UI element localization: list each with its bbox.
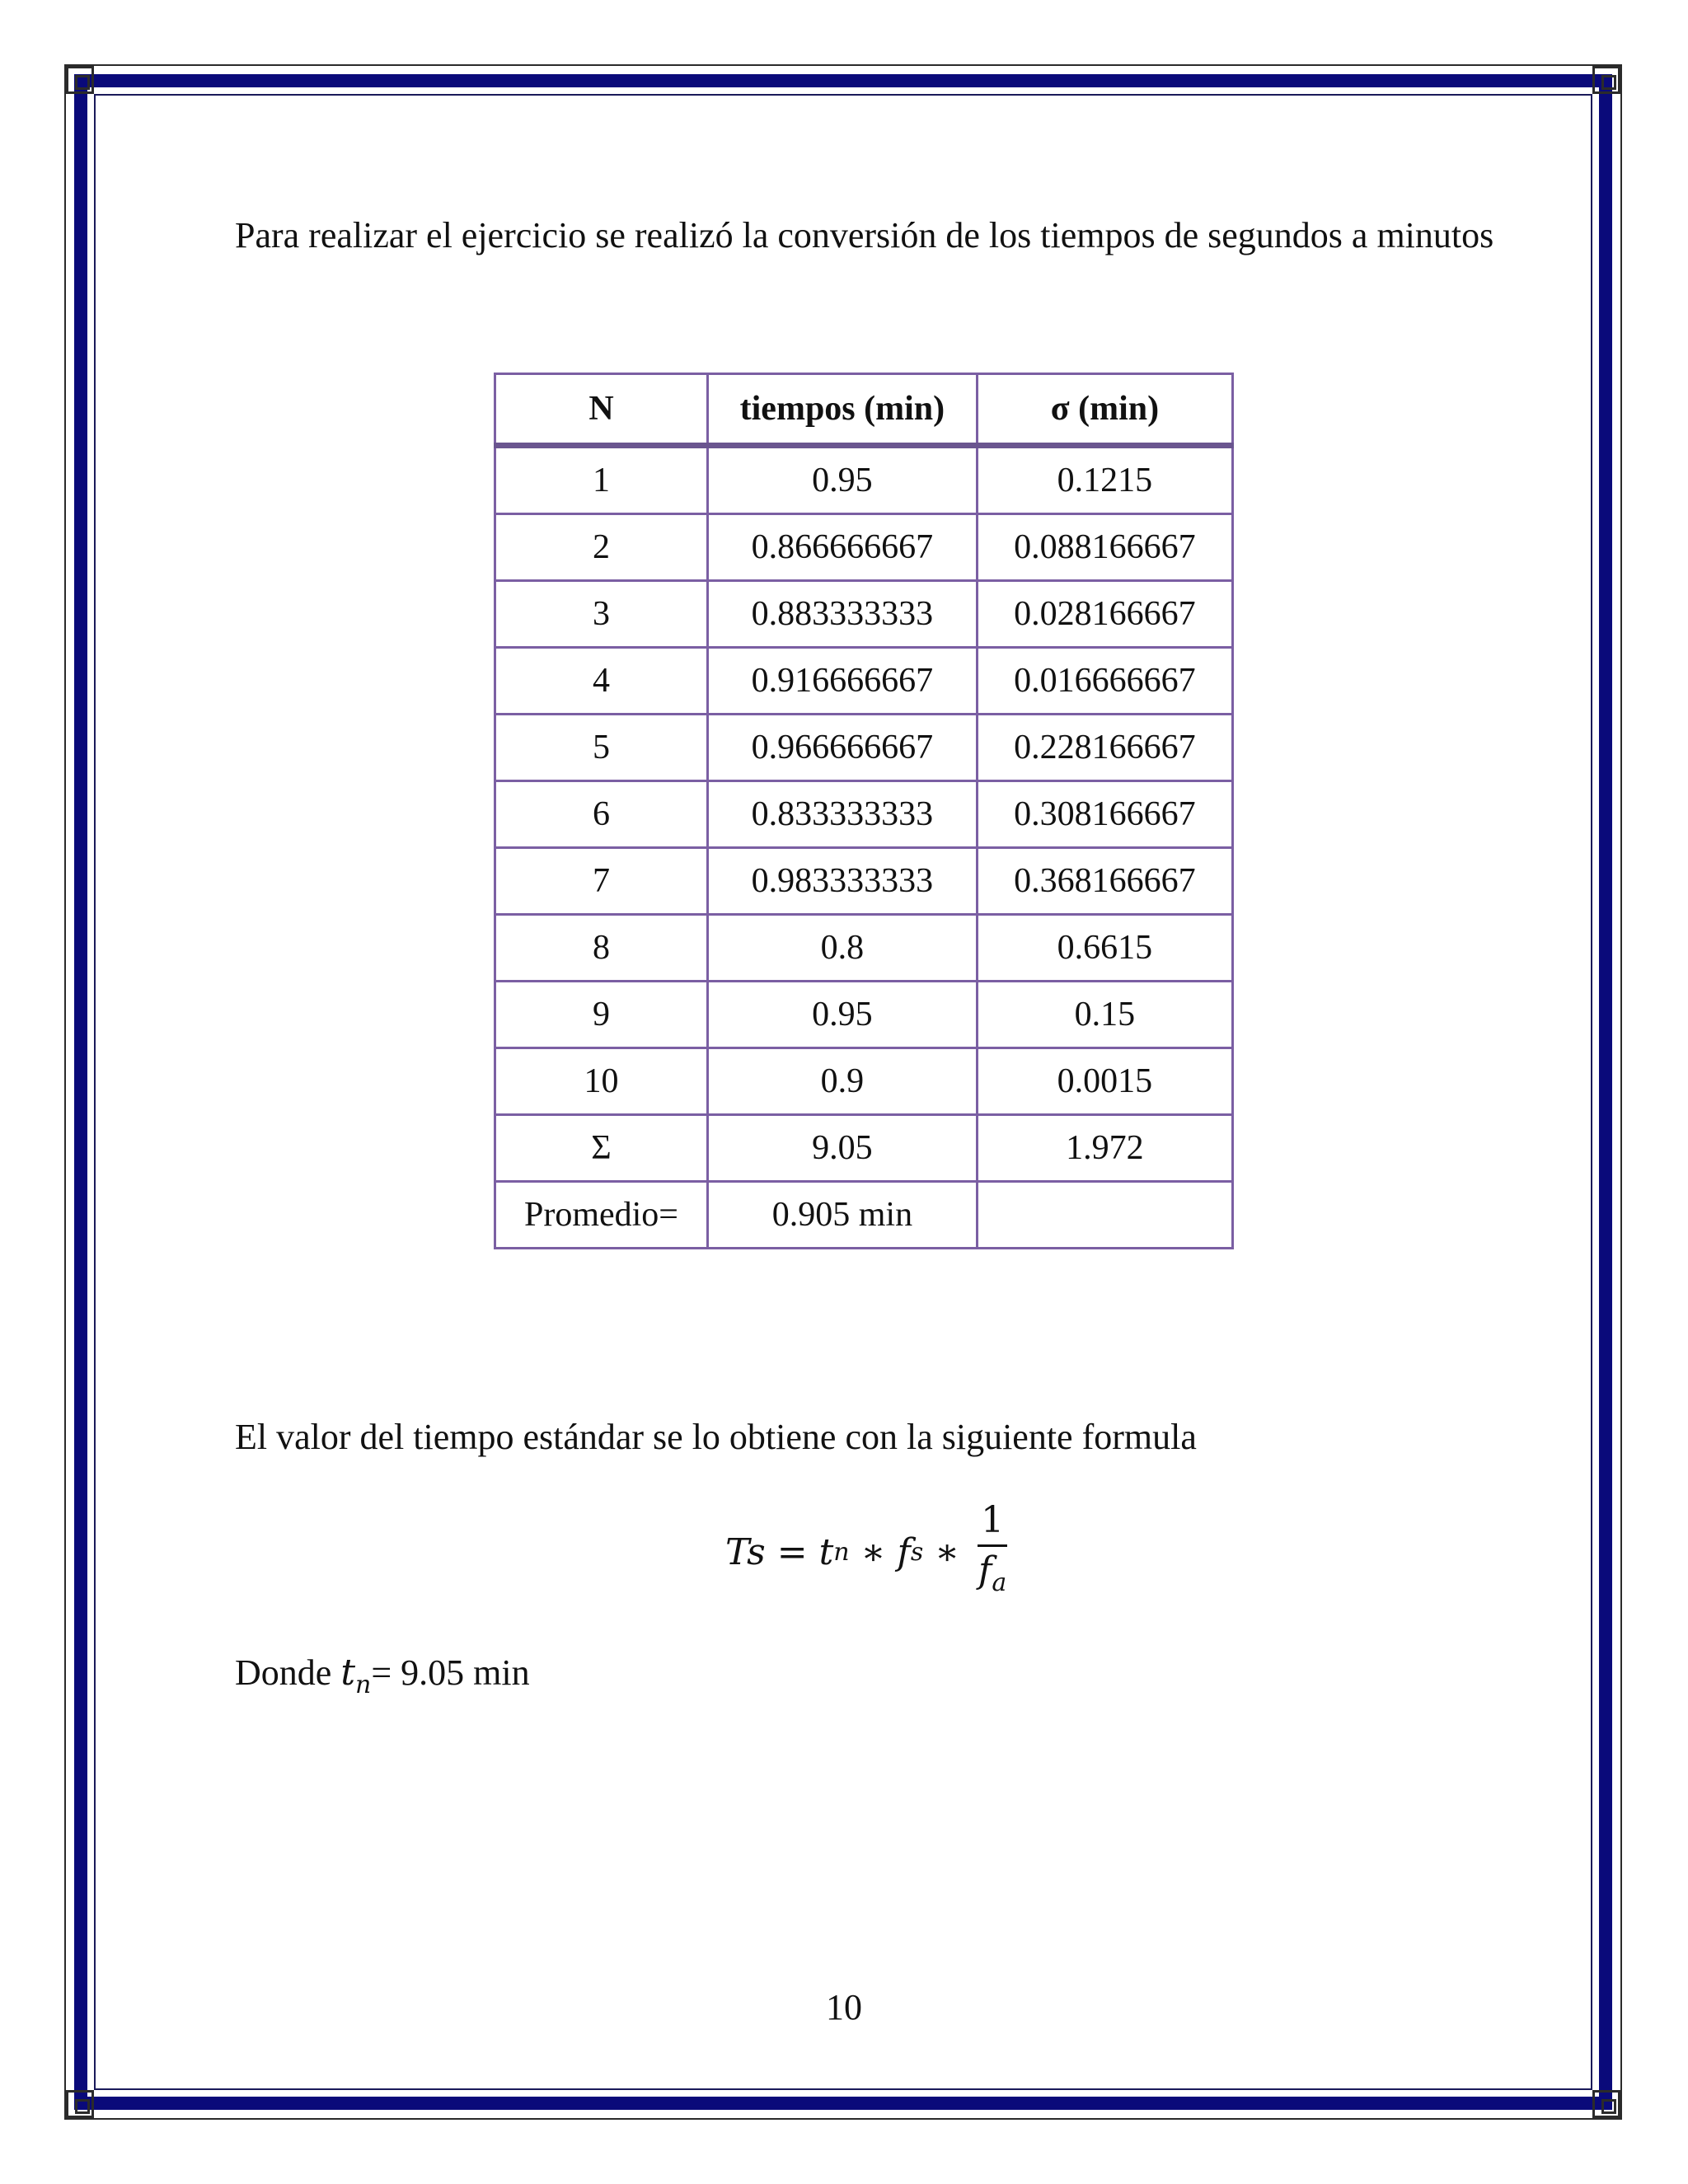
formula-times-2: ∗ bbox=[935, 1530, 960, 1573]
cell-n: 5 bbox=[495, 715, 708, 781]
times-table bbox=[494, 373, 1234, 1249]
formula-times-1: ∗ bbox=[860, 1530, 886, 1573]
cell-n: 1 bbox=[495, 446, 708, 514]
cell-n: 2 bbox=[495, 514, 708, 581]
intro-paragraph: Para realizar el ejercicio se realizó la conversión de los tiempos de segundos a minutos bbox=[235, 215, 1494, 255]
cell-tiempo: 0.8 bbox=[707, 915, 977, 982]
cell-n: 3 bbox=[495, 581, 708, 648]
cell-tiempo: 0.833333333 bbox=[707, 781, 977, 848]
header-tiempos: tiempos (min) bbox=[707, 374, 977, 446]
formula-lhs: Ts bbox=[725, 1530, 766, 1573]
formula-f: f bbox=[897, 1530, 911, 1573]
header-n: N bbox=[495, 374, 708, 446]
standard-time-formula bbox=[725, 1498, 1007, 1605]
table-row bbox=[495, 446, 1233, 514]
formula-t-subscript: n bbox=[833, 1537, 850, 1567]
donde-var-subscript: n bbox=[355, 1671, 372, 1699]
cell-average-empty bbox=[977, 1182, 1232, 1249]
cell-sigma: 0.1215 bbox=[977, 446, 1232, 514]
cell-sigma: 0.228166667 bbox=[977, 715, 1232, 781]
formula-intro-paragraph: El valor del tiempo estándar se lo obtiene con la siguiente formula bbox=[235, 1417, 1197, 1457]
cell-average-label: Promedio= bbox=[495, 1182, 708, 1249]
cell-sigma: 0.308166667 bbox=[977, 781, 1232, 848]
cell-sum-tiempo: 9.05 bbox=[707, 1115, 977, 1182]
header-sigma: σ (min) bbox=[977, 374, 1232, 446]
cell-tiempo: 0.95 bbox=[707, 982, 977, 1048]
formula-denominator bbox=[978, 1547, 1006, 1607]
formula-den-f: f bbox=[978, 1549, 992, 1591]
formula-fraction bbox=[978, 1497, 1007, 1607]
cell-sigma: 0.368166667 bbox=[977, 848, 1232, 915]
table-row bbox=[495, 848, 1233, 915]
table-row-average bbox=[495, 1182, 1233, 1249]
cell-tiempo: 0.883333333 bbox=[707, 581, 977, 648]
table-row bbox=[495, 982, 1233, 1048]
cell-tiempo: 0.9 bbox=[707, 1048, 977, 1115]
table-row bbox=[495, 648, 1233, 715]
corner-ornament-top-right bbox=[1592, 66, 1620, 94]
cell-n: 10 bbox=[495, 1048, 708, 1115]
cell-tiempo: 0.983333333 bbox=[707, 848, 977, 915]
formula-t: t bbox=[818, 1530, 834, 1573]
table-row bbox=[495, 581, 1233, 648]
cell-sum-symbol: Σ bbox=[495, 1115, 708, 1182]
donde-line bbox=[235, 1640, 977, 1718]
cell-average-value: 0.905 min bbox=[707, 1182, 977, 1249]
cell-tiempo: 0.866666667 bbox=[707, 514, 977, 581]
cell-tiempo: 0.916666667 bbox=[707, 648, 977, 715]
cell-tiempo: 0.95 bbox=[707, 446, 977, 514]
cell-sigma: 0.0015 bbox=[977, 1048, 1232, 1115]
cell-n: 7 bbox=[495, 848, 708, 915]
cell-sigma: 0.6615 bbox=[977, 915, 1232, 982]
cell-sigma: 0.15 bbox=[977, 982, 1232, 1048]
formula-equals: = bbox=[776, 1530, 808, 1573]
corner-ornament-bottom-right bbox=[1592, 2090, 1620, 2118]
table-row bbox=[495, 781, 1233, 848]
donde-var: t bbox=[340, 1652, 355, 1694]
formula-numerator: 1 bbox=[978, 1497, 1007, 1547]
page-number: 10 bbox=[826, 1987, 862, 2027]
cell-n: 6 bbox=[495, 781, 708, 848]
cell-n: 8 bbox=[495, 915, 708, 982]
formula-f-subscript: s bbox=[910, 1537, 924, 1567]
table-header-row bbox=[495, 374, 1233, 446]
cell-sigma: 0.028166667 bbox=[977, 581, 1232, 648]
cell-sum-sigma: 1.972 bbox=[977, 1115, 1232, 1182]
donde-prefix: Donde bbox=[235, 1652, 341, 1693]
cell-tiempo: 0.966666667 bbox=[707, 715, 977, 781]
cell-n: 9 bbox=[495, 982, 708, 1048]
table-row-sum bbox=[495, 1115, 1233, 1182]
corner-ornament-bottom-left bbox=[66, 2090, 94, 2118]
table-row bbox=[495, 514, 1233, 581]
table-row bbox=[495, 915, 1233, 982]
donde-value: = 9.05 min bbox=[371, 1652, 530, 1693]
table-row bbox=[495, 715, 1233, 781]
corner-ornament-top-left bbox=[66, 66, 94, 94]
table-row bbox=[495, 1048, 1233, 1115]
cell-sigma: 0.088166667 bbox=[977, 514, 1232, 581]
cell-sigma: 0.016666667 bbox=[977, 648, 1232, 715]
cell-n: 4 bbox=[495, 648, 708, 715]
formula-den-subscript: a bbox=[992, 1568, 1007, 1597]
